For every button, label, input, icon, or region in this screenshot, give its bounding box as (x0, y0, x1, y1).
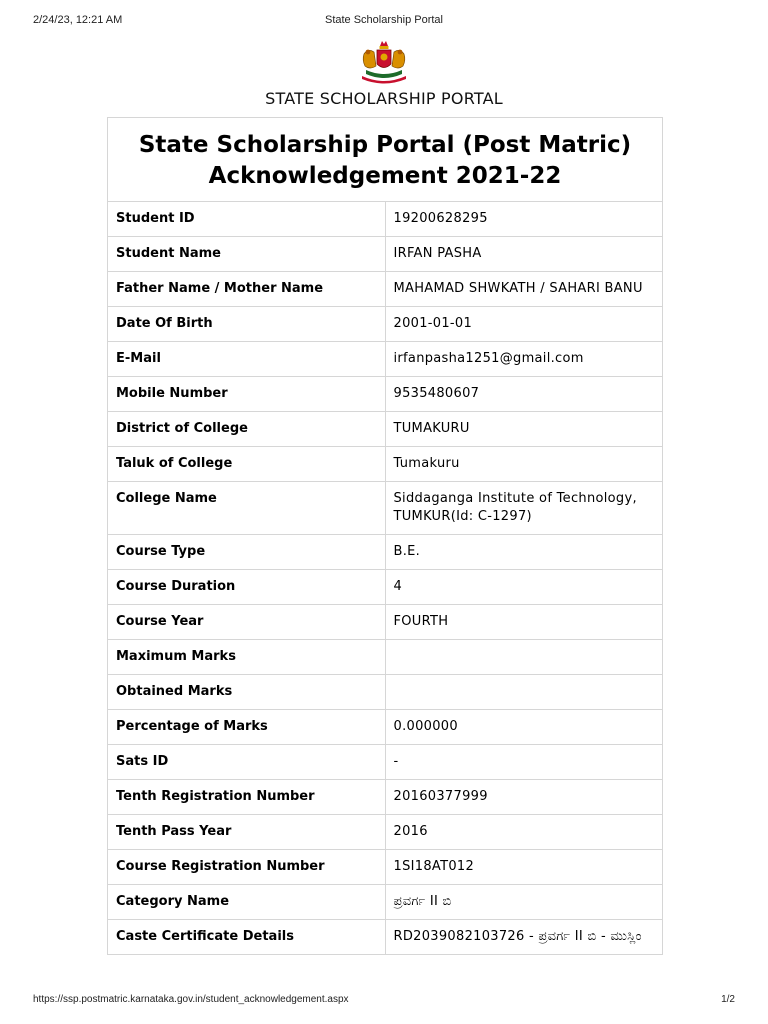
document-title-line2: Acknowledgement 2021-22 (208, 163, 562, 189)
row-value: RD2039082103726 - ಪ್ರವರ್ಗ II ಬಿ - ಮುಸ್ಲಿಂ (385, 920, 663, 955)
row-value: 9535480607 (385, 377, 663, 412)
table-row (108, 412, 663, 447)
row-value: Tumakuru (385, 447, 663, 482)
row-value: B.E. (385, 535, 663, 570)
title-row (108, 118, 663, 202)
print-footer (0, 994, 768, 1010)
table-row (108, 202, 663, 237)
print-datetime: 2/24/23, 12:21 AM (33, 14, 123, 26)
row-label: Percentage of Marks (108, 710, 386, 745)
document-title-line1: State Scholarship Portal (Post Matric) (138, 132, 632, 158)
table-row (108, 675, 663, 710)
table-row (108, 780, 663, 815)
row-value: 1SI18AT012 (385, 850, 663, 885)
table-row (108, 815, 663, 850)
row-value: 0.000000 (385, 710, 663, 745)
row-label: Course Registration Number (108, 850, 386, 885)
table-row (108, 447, 663, 482)
row-value: ಪ್ರವರ್ಗ II ಬಿ (385, 885, 663, 920)
portal-heading: STATE SCHOLARSHIP PORTAL (265, 89, 503, 108)
row-label: Course Duration (108, 570, 386, 605)
table-row (108, 342, 663, 377)
row-label: College Name (108, 482, 386, 535)
row-value (385, 640, 663, 675)
table-row (108, 850, 663, 885)
print-page-number: 1/2 (721, 994, 735, 1005)
karnataka-emblem-icon (356, 40, 412, 86)
table-row (108, 570, 663, 605)
table-row (108, 920, 663, 955)
row-label: Student Name (108, 237, 386, 272)
row-label: Tenth Pass Year (108, 815, 386, 850)
row-value: 20160377999 (385, 780, 663, 815)
row-value: MAHAMAD SHWKATH / SAHARI BANU (385, 272, 663, 307)
row-value: FOURTH (385, 605, 663, 640)
table-row (108, 710, 663, 745)
row-label: Category Name (108, 885, 386, 920)
table-row (108, 885, 663, 920)
document-title (108, 118, 663, 202)
print-page-title: State Scholarship Portal (324, 14, 443, 26)
row-label: Mobile Number (108, 377, 386, 412)
row-label: Tenth Registration Number (108, 780, 386, 815)
row-label: Course Type (108, 535, 386, 570)
row-label: Sats ID (108, 745, 386, 780)
table-row (108, 237, 663, 272)
row-value: 4 (385, 570, 663, 605)
print-header (0, 14, 768, 30)
row-value: 2001-01-01 (385, 307, 663, 342)
row-value: Siddaganga Institute of Technology, TUMKUR(Id: C-1297) (385, 482, 663, 535)
row-value: 19200628295 (385, 202, 663, 237)
print-url: https://ssp.postmatric.karnataka.gov.in/student_acknowledgement.aspx (33, 994, 349, 1005)
row-value: - (385, 745, 663, 780)
row-value: TUMAKURU (385, 412, 663, 447)
row-value: IRFAN PASHA (385, 237, 663, 272)
table-row (108, 482, 663, 535)
table-row (108, 272, 663, 307)
row-label: Maximum Marks (108, 640, 386, 675)
table-row (108, 745, 663, 780)
row-label: Taluk of College (108, 447, 386, 482)
table-row (108, 605, 663, 640)
row-value: 2016 (385, 815, 663, 850)
row-label: District of College (108, 412, 386, 447)
table-row (108, 535, 663, 570)
acknowledgement-table (107, 117, 663, 955)
table-row (108, 640, 663, 675)
row-label: Date Of Birth (108, 307, 386, 342)
row-value (385, 675, 663, 710)
row-label: Obtained Marks (108, 675, 386, 710)
row-label: E-Mail (108, 342, 386, 377)
row-label: Course Year (108, 605, 386, 640)
table-row (108, 377, 663, 412)
table-row (108, 307, 663, 342)
row-label: Caste Certificate Details (108, 920, 386, 955)
row-label: Father Name / Mother Name (108, 272, 386, 307)
row-value: irfanpasha1251@gmail.com (385, 342, 663, 377)
row-label: Student ID (108, 202, 386, 237)
